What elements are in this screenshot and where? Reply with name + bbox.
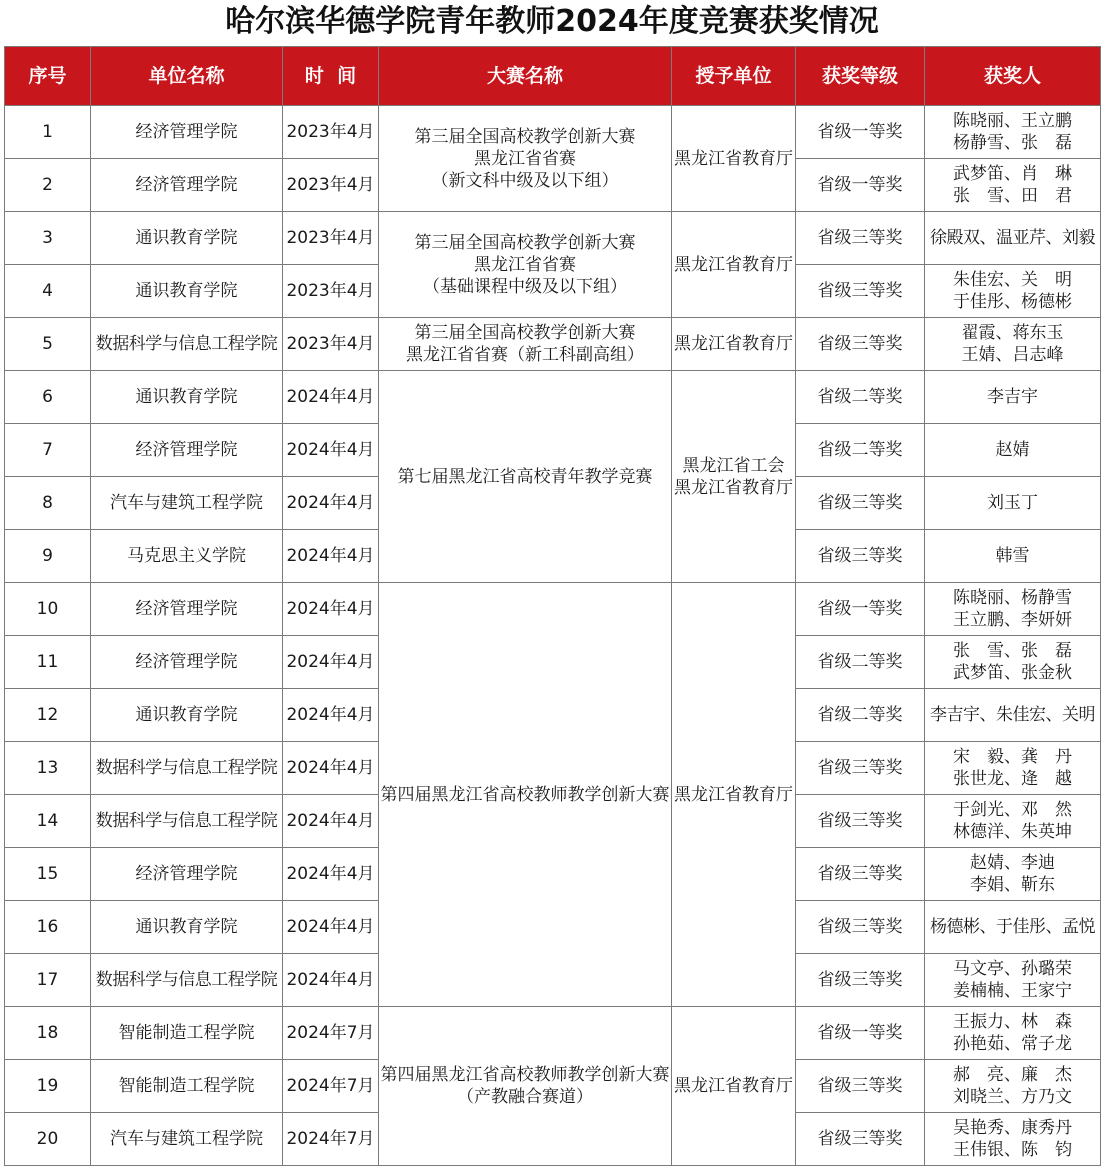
winners (925, 901, 1101, 954)
winners (925, 1007, 1101, 1060)
award-level: 省级三等奖 (796, 742, 925, 795)
award-level: 省级三等奖 (796, 795, 925, 848)
winners (925, 106, 1101, 159)
winner-line: 翟霞、蒋东玉 (961, 323, 1064, 343)
grantor-line: 黑龙江省教育厅 (674, 477, 793, 498)
winner-line: 杨德彬、于佳彤、孟悦 (930, 917, 1095, 937)
row-number: 3 (5, 212, 91, 265)
unit-name: 经济管理学院 (91, 848, 283, 901)
award-level: 省级三等奖 (796, 318, 925, 371)
award-time: 2023年4月 (283, 159, 379, 212)
unit-name: 通识教育学院 (91, 371, 283, 424)
unit-name: 经济管理学院 (91, 583, 283, 636)
competition-name (379, 106, 672, 212)
award-time: 2023年4月 (283, 106, 379, 159)
award-time: 2023年4月 (283, 265, 379, 318)
winners (925, 795, 1101, 848)
row-number: 5 (5, 318, 91, 371)
award-time: 2024年4月 (283, 795, 379, 848)
competition-name (379, 1007, 672, 1166)
award-level: 省级三等奖 (796, 848, 925, 901)
award-time: 2024年4月 (283, 689, 379, 742)
competition-line: 第三届全国高校教学创新大赛 (414, 323, 636, 343)
award-level: 省级三等奖 (796, 954, 925, 1007)
award-level: 省级三等奖 (796, 1060, 925, 1113)
table-row (5, 106, 1101, 159)
winner-line: 李吉宇、朱佳宏、关明 (930, 705, 1095, 725)
table-row (5, 212, 1101, 265)
award-level: 省级三等奖 (796, 212, 925, 265)
unit-name: 数据科学与信息工程学院 (91, 742, 283, 795)
winner-line: 马文亭、孙璐荣 (953, 959, 1072, 979)
competition-name (379, 318, 672, 371)
row-number: 2 (5, 159, 91, 212)
competition-line: 第三届全国高校教学创新大赛 (414, 126, 636, 147)
table-row (5, 318, 1101, 371)
row-number: 4 (5, 265, 91, 318)
table-row (5, 1007, 1101, 1060)
grantor-name (672, 212, 796, 318)
winner-line: 陈晓丽、王立鹏 (953, 111, 1072, 131)
row-number: 15 (5, 848, 91, 901)
award-time: 2024年4月 (283, 583, 379, 636)
winners (925, 424, 1101, 477)
award-level: 省级二等奖 (796, 636, 925, 689)
winner-line: 张 雪、张 磊 (953, 641, 1072, 661)
row-number: 13 (5, 742, 91, 795)
unit-name: 智能制造工程学院 (91, 1060, 283, 1113)
row-number: 17 (5, 954, 91, 1007)
unit-name: 经济管理学院 (91, 636, 283, 689)
winners (925, 583, 1101, 636)
row-number: 12 (5, 689, 91, 742)
competition-line: （基础课程中级及以下组） (423, 276, 627, 297)
row-number: 20 (5, 1113, 91, 1166)
award-time: 2024年7月 (283, 1113, 379, 1166)
award-time: 2024年4月 (283, 424, 379, 477)
winners (925, 159, 1101, 212)
winner-line: 孙艳茹、常子龙 (953, 1034, 1072, 1054)
winners (925, 848, 1101, 901)
award-level: 省级三等奖 (796, 477, 925, 530)
winners (925, 954, 1101, 1007)
winners (925, 265, 1101, 318)
row-number: 1 (5, 106, 91, 159)
row-number: 19 (5, 1060, 91, 1113)
award-time: 2023年4月 (283, 212, 379, 265)
unit-name: 经济管理学院 (91, 159, 283, 212)
table-body (5, 106, 1101, 1166)
winner-line: 刘晓兰、方乃文 (953, 1087, 1072, 1107)
winner-line: 姜楠楠、王家宁 (953, 981, 1072, 1001)
grantor-line: 黑龙江省教育厅 (674, 148, 793, 169)
winners (925, 477, 1101, 530)
winners (925, 530, 1101, 583)
winners (925, 742, 1101, 795)
winner-line: 李吉宇 (987, 387, 1038, 407)
competition-line: 黑龙江省省赛（新工科副高组） (406, 345, 644, 365)
unit-name: 数据科学与信息工程学院 (91, 318, 283, 371)
award-time: 2024年4月 (283, 530, 379, 583)
competition-line: 黑龙江省省赛 (474, 148, 576, 169)
winner-line: 王立鹏、李妍妍 (953, 610, 1072, 630)
winners (925, 689, 1101, 742)
grantor-line: 黑龙江省工会 (682, 455, 785, 476)
award-level: 省级一等奖 (796, 583, 925, 636)
award-level: 省级三等奖 (796, 530, 925, 583)
winner-line: 徐殿双、温亚芹、刘毅 (930, 228, 1095, 248)
grantor-line: 黑龙江省教育厅 (674, 334, 793, 354)
unit-name: 智能制造工程学院 (91, 1007, 283, 1060)
grantor-name (672, 371, 796, 583)
table-row (5, 583, 1101, 636)
competition-line: （新文科中级及以下组） (431, 170, 619, 191)
winner-line: 刘玉丁 (987, 493, 1038, 513)
award-time: 2024年7月 (283, 1007, 379, 1060)
award-time: 2024年4月 (283, 636, 379, 689)
winner-line: 王婧、吕志峰 (961, 345, 1064, 365)
row-number: 9 (5, 530, 91, 583)
unit-name: 通识教育学院 (91, 265, 283, 318)
competition-line: 第四届黑龙江省高校教师教学创新大赛 (380, 1065, 670, 1085)
winners (925, 318, 1101, 371)
row-number: 8 (5, 477, 91, 530)
unit-name: 数据科学与信息工程学院 (91, 795, 283, 848)
grantor-name (672, 106, 796, 212)
row-number: 18 (5, 1007, 91, 1060)
winners (925, 212, 1101, 265)
competition-line: 第三届全国高校教学创新大赛 (414, 232, 636, 253)
table-row (5, 371, 1101, 424)
winner-line: 韩雪 (995, 546, 1030, 566)
winner-line: 林德洋、朱英坤 (953, 822, 1072, 842)
winner-line: 张 雪、田 君 (953, 186, 1072, 206)
award-level: 省级一等奖 (796, 159, 925, 212)
grantor-name (672, 583, 796, 1007)
winner-line: 郝 亮、廉 杰 (953, 1065, 1072, 1085)
row-number: 14 (5, 795, 91, 848)
award-level: 省级二等奖 (796, 424, 925, 477)
award-time: 2024年4月 (283, 371, 379, 424)
unit-name: 经济管理学院 (91, 424, 283, 477)
awards-table (4, 46, 1101, 1166)
unit-name: 通识教育学院 (91, 212, 283, 265)
header-competition: 大赛名称 (379, 47, 672, 106)
award-level: 省级二等奖 (796, 689, 925, 742)
winner-line: 张世龙、逄 越 (953, 769, 1072, 789)
unit-name: 汽车与建筑工程学院 (91, 1113, 283, 1166)
competition-name (379, 583, 672, 1007)
competition-name (379, 371, 672, 583)
winner-line: 赵婧 (995, 440, 1030, 460)
unit-name: 马克思主义学院 (91, 530, 283, 583)
award-level: 省级一等奖 (796, 106, 925, 159)
award-time: 2024年4月 (283, 954, 379, 1007)
row-number: 7 (5, 424, 91, 477)
winner-line: 吴艳秀、康秀丹 (953, 1118, 1072, 1138)
header-level: 获奖等级 (796, 47, 925, 106)
winners (925, 636, 1101, 689)
unit-name: 汽车与建筑工程学院 (91, 477, 283, 530)
winner-line: 宋 毅、龚 丹 (953, 747, 1072, 767)
winners (925, 1060, 1101, 1113)
header-row (5, 47, 1101, 106)
grantor-name (672, 1007, 796, 1166)
unit-name: 通识教育学院 (91, 689, 283, 742)
award-level: 省级一等奖 (796, 1007, 925, 1060)
winners (925, 371, 1101, 424)
header-unit: 单位名称 (91, 47, 283, 106)
winner-line: 赵婧、李迪 (970, 853, 1055, 873)
winners (925, 1113, 1101, 1166)
award-time: 2024年4月 (283, 477, 379, 530)
award-time: 2024年4月 (283, 901, 379, 954)
award-time: 2024年4月 (283, 742, 379, 795)
winner-line: 王伟银、陈 钧 (953, 1140, 1072, 1160)
unit-name: 数据科学与信息工程学院 (91, 954, 283, 1007)
row-number: 16 (5, 901, 91, 954)
award-time: 2024年7月 (283, 1060, 379, 1113)
award-level: 省级三等奖 (796, 265, 925, 318)
row-number: 6 (5, 371, 91, 424)
header-no: 序号 (5, 47, 91, 106)
competition-name (379, 212, 672, 318)
competition-line: 第七届黑龙江省高校青年教学竞赛 (397, 466, 653, 487)
award-level: 省级三等奖 (796, 1113, 925, 1166)
grantor-line: 黑龙江省教育厅 (674, 1076, 793, 1096)
row-number: 10 (5, 583, 91, 636)
grantor-line: 黑龙江省教育厅 (674, 254, 793, 275)
winner-line: 武梦笛、肖 琳 (953, 164, 1072, 184)
header-time: 时 间 (283, 47, 379, 106)
competition-line: 第四届黑龙江省高校教师教学创新大赛 (380, 784, 670, 805)
unit-name: 经济管理学院 (91, 106, 283, 159)
winner-line: 李娟、靳东 (970, 875, 1055, 895)
winner-line: 陈晓丽、杨静雪 (953, 588, 1072, 608)
grantor-line: 黑龙江省教育厅 (674, 784, 793, 805)
unit-name: 通识教育学院 (91, 901, 283, 954)
winner-line: 杨静雪、张 磊 (953, 133, 1072, 153)
award-time: 2024年4月 (283, 848, 379, 901)
row-number: 11 (5, 636, 91, 689)
award-time: 2023年4月 (283, 318, 379, 371)
award-level: 省级三等奖 (796, 901, 925, 954)
competition-line: （产教融合赛道） (457, 1087, 593, 1107)
winner-line: 武梦笛、张金秋 (953, 663, 1072, 683)
header-winners: 获奖人 (925, 47, 1101, 106)
competition-line: 黑龙江省省赛 (474, 254, 576, 275)
winner-line: 于剑光、邓 然 (953, 800, 1072, 820)
winner-line: 朱佳宏、关 明 (953, 270, 1072, 290)
header-grantor: 授予单位 (672, 47, 796, 106)
page-title: 哈尔滨华德学院青年教师2024年度竞赛获奖情况 (225, 4, 879, 39)
winner-line: 于佳彤、杨德彬 (953, 292, 1072, 312)
award-level: 省级二等奖 (796, 371, 925, 424)
grantor-name (672, 318, 796, 371)
winner-line: 王振力、林 森 (953, 1012, 1072, 1032)
